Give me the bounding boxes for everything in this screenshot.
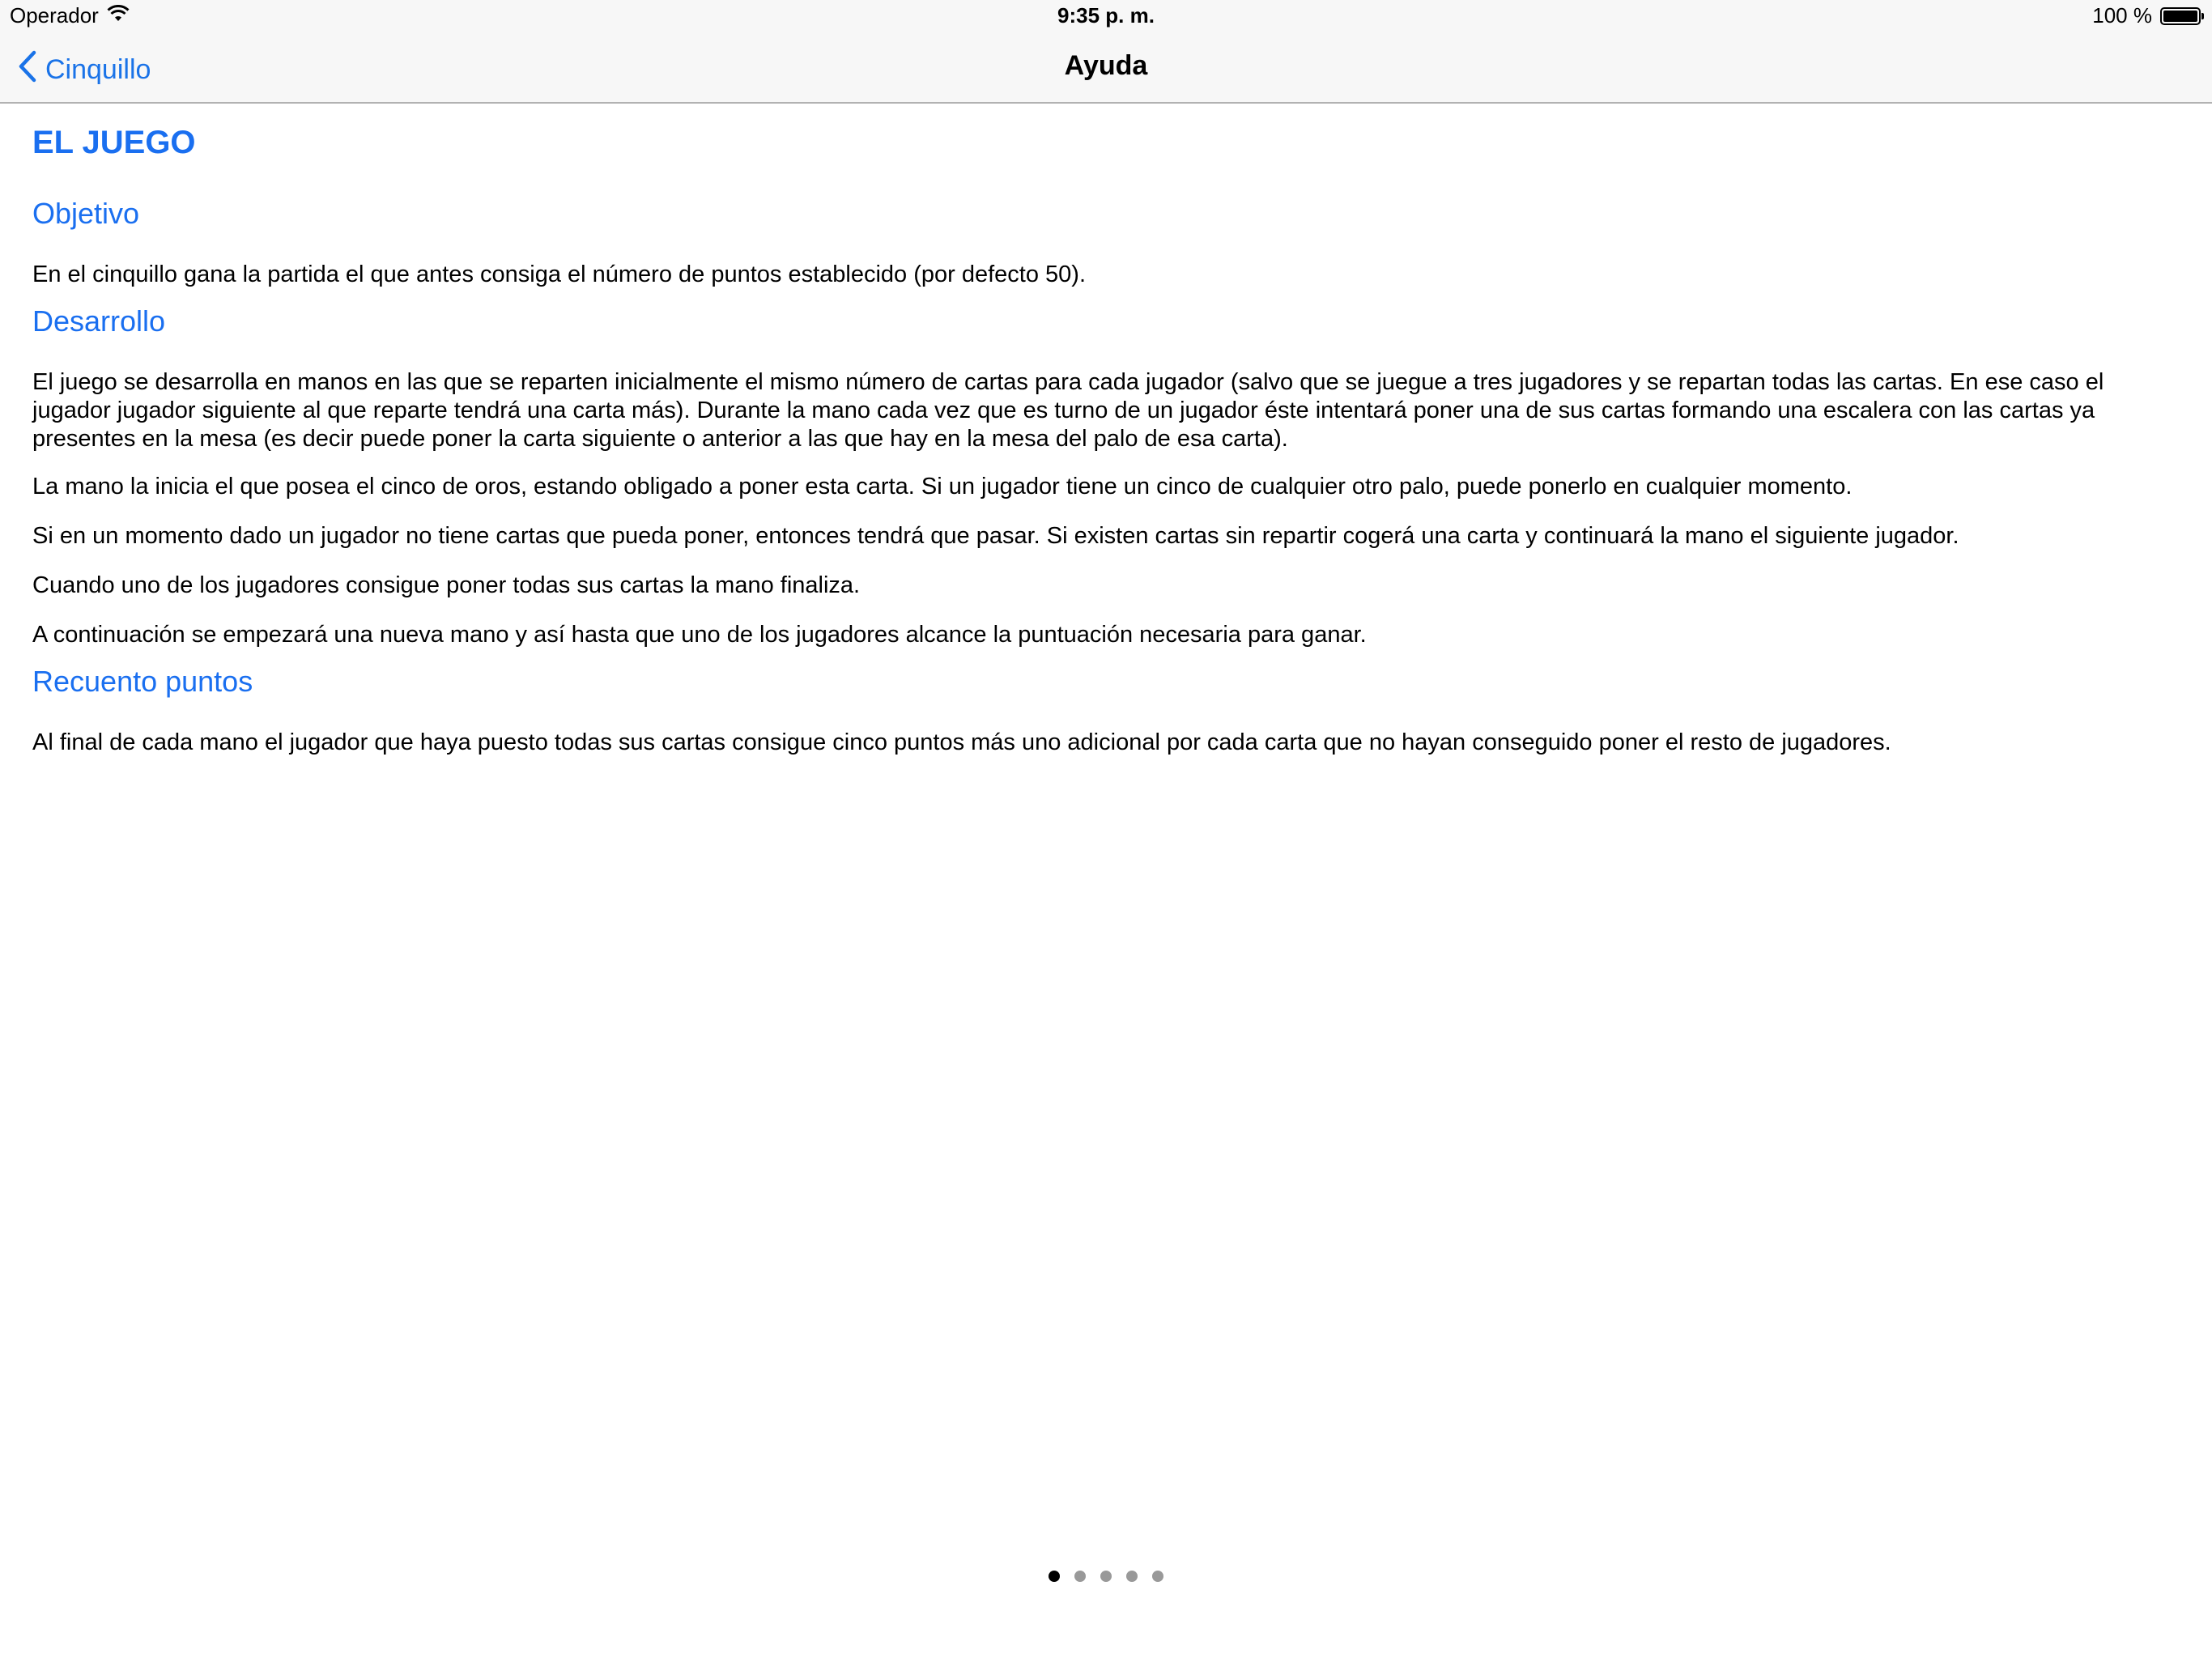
status-bar <box>0 0 2212 32</box>
back-button-label: Cinquillo <box>45 54 151 85</box>
section-heading-objetivo: Objetivo <box>32 197 140 230</box>
navigation-bar <box>0 32 2212 104</box>
page-title: Ayuda <box>1064 50 1148 81</box>
battery-icon <box>2160 7 2201 25</box>
page-dot-1[interactable] <box>1049 1571 1060 1582</box>
page-dot-2[interactable] <box>1074 1571 1086 1582</box>
status-battery <box>2092 3 2201 28</box>
carrier-name: Operador <box>10 3 99 28</box>
paragraph: A continuación se empezará una nueva mano y así hasta que uno de los jugadores alcance la puntuación necesaria para ganar. <box>32 622 1367 648</box>
battery-percentage: 100 % <box>2092 3 2152 28</box>
battery-level-fill <box>2163 11 2197 22</box>
paragraph: El juego se desarrolla en manos en las que se reparten inicialmente el mismo número de cartas para cada jugador (salvo que se juegue a tres jugadores y se repartan todas las cartas. En ese caso el jugador jugador siguiente al que reparte tendrá una carta más). Durante la mano cada vez que es turno de un jugador éste intentará poner una de sus cartas formando una escalera con las cartas ya presentes en la mesa (es decir puede poner la carta siguiente o anterior a las que hay en la mesa del palo de esa carta). <box>32 369 2104 452</box>
page-dot-4[interactable] <box>1126 1571 1138 1582</box>
page-dot-5[interactable] <box>1152 1571 1163 1582</box>
paragraph: Cuando uno de los jugadores consigue poner todas sus cartas la mano finaliza. <box>32 572 861 598</box>
main-heading: EL JUEGO <box>32 125 196 160</box>
section-heading-recuento-puntos: Recuento puntos <box>32 665 253 698</box>
help-content <box>32 104 2186 757</box>
page-dot-3[interactable] <box>1100 1571 1112 1582</box>
status-time: 9:35 p. m. <box>1057 3 1155 28</box>
paragraph: Al final de cada mano el jugador que haya puesto todas sus cartas consigue cinco puntos más uno adicional por cada carta que no hayan conseguido poner el resto de jugadores. <box>32 729 1891 755</box>
paragraph: En el cinquillo gana la partida el que antes consiga el número de puntos establecido (por defecto 50). <box>32 261 1087 287</box>
page-indicator[interactable] <box>0 1571 2212 1582</box>
section-heading-desarrollo: Desarrollo <box>32 304 166 338</box>
paragraph: La mano la inicia el que posea el cinco de oros, estando obligado a poner esta carta. Si un jugador tiene un cinco de cualquier otro palo, puede ponerlo en cualquier momento. <box>32 474 1853 500</box>
paragraph: Si en un momento dado un jugador no tiene cartas que pueda poner, entonces tendrá que pasar. Si existen cartas sin repartir cogerá una carta y continuará la mano el siguiente jugador. <box>32 523 1959 549</box>
